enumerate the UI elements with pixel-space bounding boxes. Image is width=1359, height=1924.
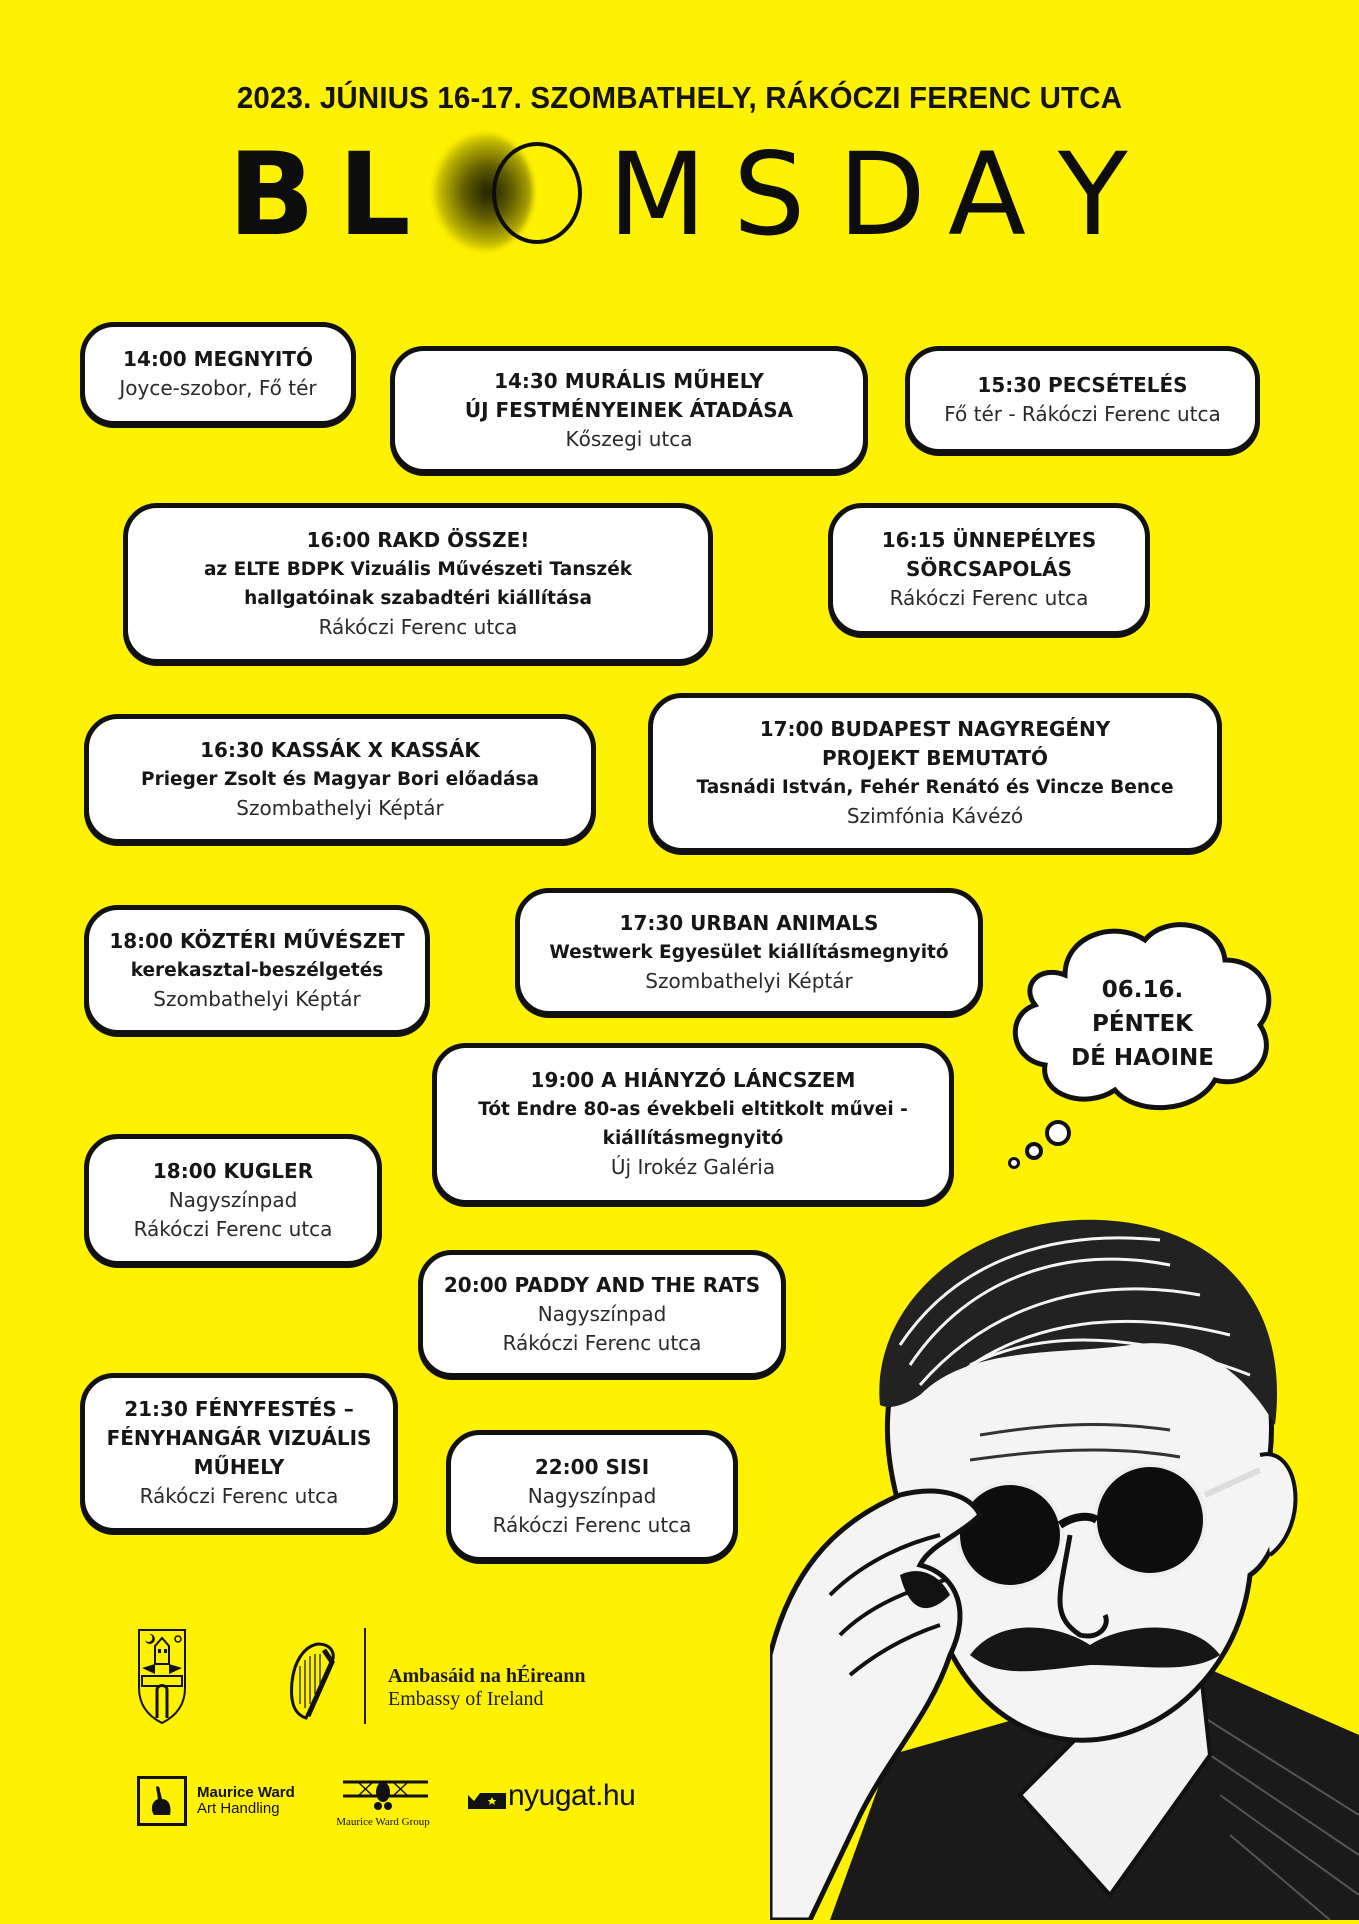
event-date-location: 2023. JÚNIUS 16-17. SZOMBATHELY, RÁKÓCZI FERENC UTCA: [236, 80, 1123, 115]
thought-dot-large: [1045, 1120, 1071, 1146]
event-detail: MŰHELY: [193, 1455, 285, 1479]
event-place: Fő tér - Rákóczi Ferenc utca: [944, 402, 1221, 426]
event-place: Szimfónia Kávézó: [846, 804, 1024, 828]
portrait-illustration: [770, 1195, 1359, 1920]
bloomsday-logo: [228, 128, 1148, 261]
event-detail: Tót Endre 80-as évekbeli eltitkolt művei -: [478, 1099, 908, 1120]
event-title: 20:00 PADDY AND THE RATS: [443, 1272, 761, 1297]
event-box-megnyito: [80, 322, 356, 426]
bubble-day-hu: PÉNTEK: [1091, 1011, 1194, 1037]
event-detail: hallgatóinak szabadtéri kiállítása: [244, 587, 592, 609]
thought-bubble-text: [1005, 973, 1280, 1075]
event-detail: Prieger Zsolt és Magyar Bori előadása: [141, 768, 539, 790]
event-place: Szombathelyi Képtár: [236, 795, 444, 820]
event-box-budapest-nagyregeny: [648, 693, 1222, 853]
maurice-ward-label: Maurice Ward: [197, 1784, 295, 1801]
event-title: 14:30 MURÁLIS MŰHELY: [494, 368, 764, 393]
event-title: 15:30 PECSÉTELÉS: [977, 373, 1188, 397]
event-place: Nagyszínpad: [168, 1187, 298, 1212]
event-place: Rákóczi Ferenc utca: [318, 614, 518, 639]
event-detail: az ELTE BDPK Vizuális Művészeti Tanszék: [203, 558, 633, 580]
event-detail: ÚJ FESTMÉNYEINEK ÁTADÁSA: [464, 397, 794, 422]
event-detail: kiállításmegnyitó: [602, 1128, 784, 1149]
event-box-sorcsapolas: [828, 503, 1150, 636]
biplane-icon: [328, 1776, 438, 1812]
irish-harp-icon: [288, 1642, 336, 1722]
logo-letter-d: D: [838, 128, 926, 261]
art-handling-label: Art Handling: [197, 1800, 280, 1817]
event-place: Rákóczi Ferenc utca: [502, 1330, 702, 1355]
man-with-round-glasses-icon: [770, 1195, 1359, 1920]
logo-letter-s: S: [733, 128, 806, 261]
event-box-sisi: [446, 1430, 738, 1562]
event-detail: SÖRCSAPOLÁS: [905, 557, 1073, 581]
outlined-o-icon: [492, 142, 582, 244]
event-title: 14:00 MEGNYITÓ: [123, 347, 313, 371]
sponsor-divider: [364, 1628, 366, 1724]
event-box-pecsetel: [905, 346, 1260, 454]
event-place: Szombathelyi Képtár: [153, 986, 361, 1011]
event-place: Rákóczi Ferenc utca: [889, 586, 1089, 610]
event-place: Kőszegi utca: [565, 426, 693, 451]
embassy-name-english: Embassy of Ireland: [388, 1688, 544, 1710]
event-place: Rákóczi Ferenc utca: [133, 1216, 333, 1241]
maurice-ward-art-handling-logo: [197, 1785, 295, 1817]
event-detail: kerekasztal-beszélgetés: [130, 959, 384, 981]
event-detail: FÉNYHANGÁR VIZUÁLIS: [106, 1426, 372, 1450]
event-place: Új Irokéz Galéria: [610, 1155, 776, 1179]
event-place: Nagyszínpad: [537, 1301, 667, 1326]
event-place: Nagyszínpad: [527, 1483, 657, 1508]
bubble-day-ga: DÉ HAOINE: [1071, 1045, 1214, 1071]
szombathely-coat-of-arms-icon: [137, 1628, 187, 1724]
embassy-of-ireland-logo: [388, 1665, 585, 1711]
rabbit-icon: [137, 1776, 187, 1826]
event-title: 16:30 KASSÁK X KASSÁK: [200, 737, 480, 762]
event-title: 17:00 BUDAPEST NAGYREGÉNY: [759, 717, 1111, 741]
event-box-kozteri-muveszet: [84, 905, 430, 1035]
event-box-muralis: [390, 346, 868, 474]
event-box-urban-animals: [515, 888, 983, 1016]
thought-bubble: [1005, 915, 1280, 1115]
event-title: 22:00 SISI: [534, 1454, 650, 1479]
maurice-ward-group-logo: [328, 1776, 438, 1836]
thought-dot-medium: [1025, 1142, 1043, 1160]
event-box-hianyzo-lancszem: [432, 1043, 954, 1205]
event-place: Joyce-szobor, Fő tér: [119, 376, 317, 400]
event-place: Rákóczi Ferenc utca: [492, 1512, 692, 1537]
event-title: 19:00 A HIÁNYZÓ LÁNCSZEM: [530, 1068, 856, 1092]
event-title: 21:30 FÉNYFESTÉS –: [124, 1397, 354, 1421]
event-detail: Tasnádi István, Fehér Renátó és Vincze Bence: [696, 777, 1174, 798]
logo-letter-a: A: [948, 128, 1026, 261]
event-title: 17:30 URBAN ANIMALS: [619, 910, 879, 935]
event-title: 18:00 KÖZTÉRI MŰVÉSZET: [109, 928, 405, 953]
thought-dot-small: [1008, 1157, 1020, 1169]
maurice-ward-group-label: Maurice Ward Group: [336, 1816, 430, 1828]
event-title: 18:00 KUGLER: [152, 1158, 314, 1183]
nyugat-mountain-icon: [468, 1791, 506, 1809]
bubble-date: 06.16.: [1101, 977, 1184, 1003]
event-title: 16:00 RAKD ÖSSZE!: [306, 527, 530, 552]
event-title: 16:15 ÜNNEPÉLYES: [881, 528, 1097, 552]
event-place: Rákóczi Ferenc utca: [139, 1484, 339, 1508]
event-place: Szombathelyi Képtár: [645, 968, 853, 993]
event-box-rakd-ossze: [123, 503, 713, 664]
event-box-kugler: [84, 1134, 382, 1266]
event-box-fenyfestes: [80, 1373, 398, 1533]
logo-letter-b: B: [228, 128, 315, 261]
logo-letter-m: M: [608, 128, 707, 261]
logo-letter-y: Y: [1058, 128, 1128, 261]
event-detail: PROJEKT BEMUTATÓ: [822, 746, 1048, 770]
event-box-paddy-and-the-rats: [418, 1250, 786, 1378]
logo-letter-l: L: [338, 128, 411, 261]
event-box-kassak: [84, 714, 596, 844]
event-detail: Westwerk Egyesület kiállításmegnyitó: [549, 941, 949, 963]
nyugat-hu-logo: nyugat.hu: [508, 1779, 636, 1812]
embassy-name-irish: Ambasáid na hÉireann: [388, 1665, 586, 1687]
